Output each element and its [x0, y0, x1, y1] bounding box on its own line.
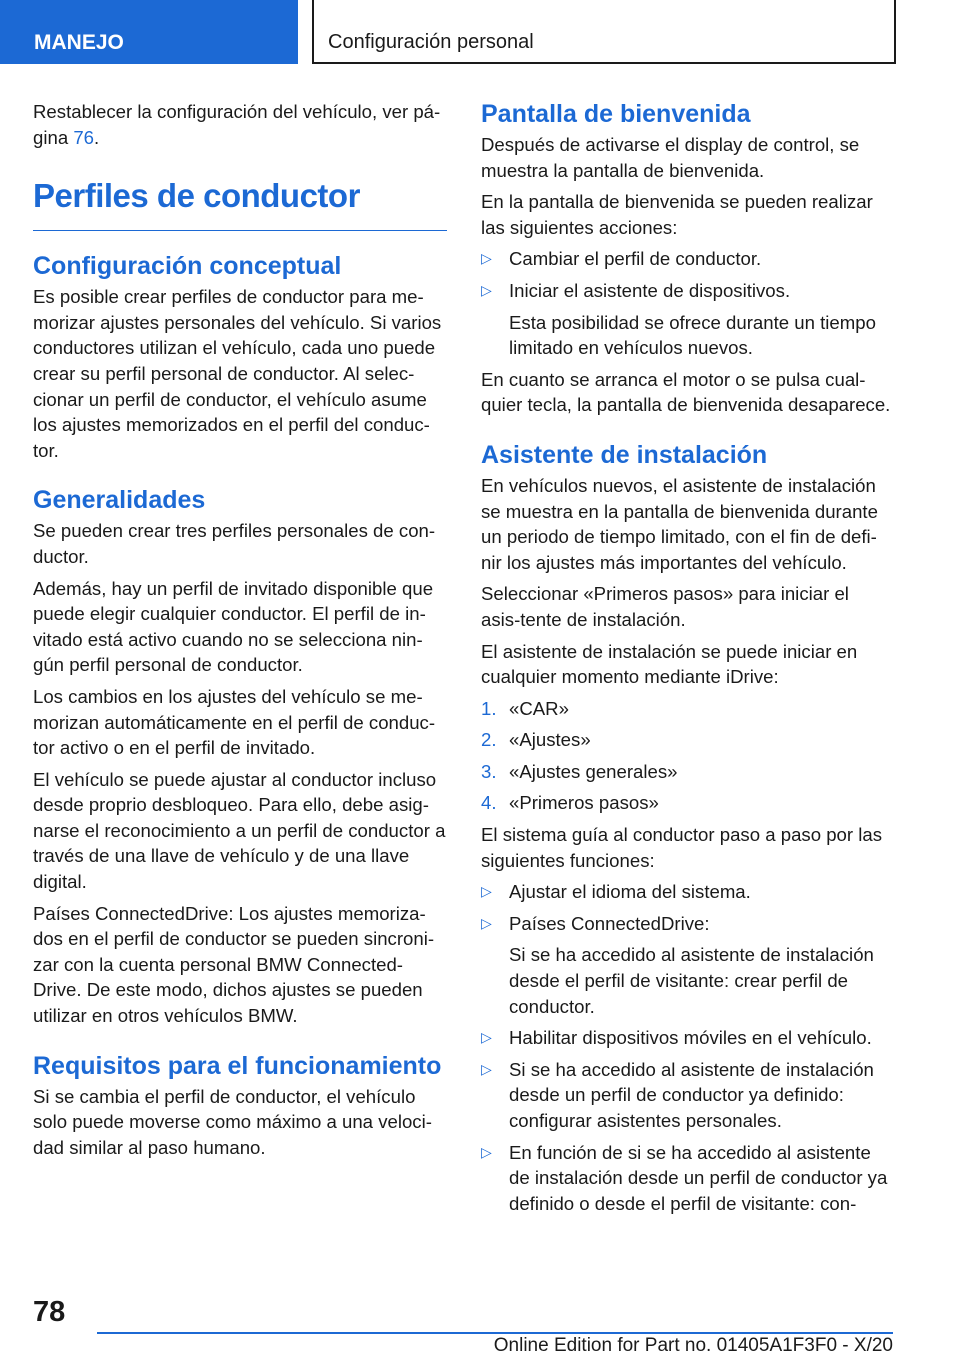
paragraph: El asistente de instalación se puede iniciar en cualquier momento mediante iDrive: [481, 640, 858, 688]
paragraph: Además, hay un perfil de invitado disponible que puede elegir cualquier conductor. El perfil de in-vitado está activo cuando no se selecciona nin-gún perfil personal de conductor. [33, 577, 434, 676]
heading-generalidades: Generalidades [33, 486, 206, 515]
bullet-triangle-icon: ▷ [481, 281, 492, 298]
list-item: 1. «CAR» [481, 697, 569, 719]
right-column [481, 99, 893, 1222]
intro-paragraph: Restablecer la configuración del vehículo, ver pá-gina 76. [33, 101, 441, 148]
paragraph: Los cambios en los ajustes del vehículo se me-morizan automáticamente en el perfil de conduc-tor activo o en el perfil de invitado. [33, 685, 436, 759]
left-column [33, 99, 447, 1166]
footer-divider [97, 1332, 893, 1334]
page-number: 78 [33, 1296, 66, 1328]
heading-requisitos: Requisitos para el funcionamiento [33, 1051, 442, 1080]
paragraph: En la pantalla de bienvenida se pueden realizar las siguientes acciones: [481, 191, 873, 238]
bullet-triangle-icon: ▷ [481, 1143, 492, 1160]
section-label: MANEJO [34, 31, 124, 54]
chapter-label: Configuración personal [328, 31, 534, 53]
paragraph: En cuanto se arranca el motor o se pulsa cual-quier tecla, la pantalla de bienvenida desaparece. [481, 368, 891, 416]
bullet-triangle-icon: ▷ [481, 914, 492, 931]
section-tab [0, 0, 298, 64]
bullet-list [481, 879, 893, 1216]
paragraph: Si se cambia el perfil de conductor, el vehículo solo puede moverse como máximo a una veloci-dad similar al paso humano. [33, 1085, 432, 1158]
list-item: ▷ En función de si se ha accedido al asistente de instalación desde un perfil de conductor ya definido o desde el perfil de visitante: con- [481, 1141, 888, 1214]
bullet-list [481, 246, 893, 360]
bullet-triangle-icon: ▷ [481, 1060, 492, 1077]
paragraph: Seleccionar «Primeros pasos» para iniciar el asis-tente de instalación. [481, 583, 849, 630]
list-item: ▷ Cambiar el perfil de conductor. [481, 246, 893, 272]
bullet-triangle-icon: ▷ [481, 883, 492, 900]
list-item: 4. «Primeros pasos» [481, 792, 659, 814]
paragraph: Es posible crear perfiles de conductor para me-morizar ajustes personales del vehículo. Si varios conductores utilizan el vehículo, cada uno puede crear su perfil personal de conductor. Al selec-cionar un perfil de conductor, el vehículo asume los ajustes memorizados en el perfil del conduc-tor. [33, 286, 442, 461]
list-item: ▷ Habilitar dispositivos móviles en el vehículo. [481, 1025, 893, 1051]
paragraph: En vehículos nuevos, el asistente de instalación se muestra en la pantalla de bienvenida durante un periodo de tiempo limitado, con el fin de defi-nir los ajustes más importantes del vehículo. [481, 474, 878, 573]
list-item: 2. «Ajustes» [481, 729, 591, 751]
paragraph: El sistema guía al conductor paso a paso por las siguientes funciones: [481, 824, 883, 871]
list-item: ▷ Países ConnectedDrive: Si se ha accedido al asistente de instalación desde el perfil de visitante: crear perfil de conductor. [481, 912, 874, 1017]
chapter-header [312, 0, 896, 64]
bullet-triangle-icon: ▷ [481, 250, 492, 267]
heading-configuracion-conceptual: Configuración conceptual [33, 252, 342, 281]
paragraph: Después de activarse el display de control, se muestra la pantalla de bienvenida. [481, 134, 860, 181]
steps-list [481, 696, 893, 816]
list-item: ▷ Ajustar el idioma del sistema. [481, 879, 893, 905]
paragraph: Países ConnectedDrive: Los ajustes memoriza-dos en el perfil de conductor se pueden sincroni-zar con la cuenta personal BMW Connected-Drive. De este modo, dichos ajustes se pueden utilizar en otros vehículos BMW. [33, 902, 435, 1027]
list-item: ▷ Si se ha accedido al asistente de instalación desde un perfil de conductor ya definido: configurar asistentes personales. [481, 1058, 874, 1131]
edition-text: Online Edition for Part no. 01405A1F3F0 - X/20 [493, 1335, 893, 1356]
list-item: 3. «Ajustes generales» [481, 760, 678, 782]
heading-pantalla-bienvenida: Pantalla de bienvenida [481, 100, 751, 128]
paragraph: Se pueden crear tres perfiles personales de con-ductor. [33, 520, 436, 567]
list-item: ▷ Iniciar el asistente de dispositivos. Esta posibilidad se ofrece durante un tiempo limitado en vehículos nuevos. [481, 279, 876, 359]
page-link[interactable]: 76 [73, 126, 95, 148]
heading-asistente-instalacion: Asistente de instalación [481, 440, 768, 469]
paragraph: El vehículo se puede ajustar al conductor incluso desde proprio desbloqueo. Para ello, debe asig-narse el reconocimiento a un perfil de conductor a través de una llave de vehículo y de una llave digital. [33, 768, 446, 893]
page-title: Perfiles de conductor [33, 176, 447, 231]
bullet-triangle-icon: ▷ [481, 1029, 492, 1046]
